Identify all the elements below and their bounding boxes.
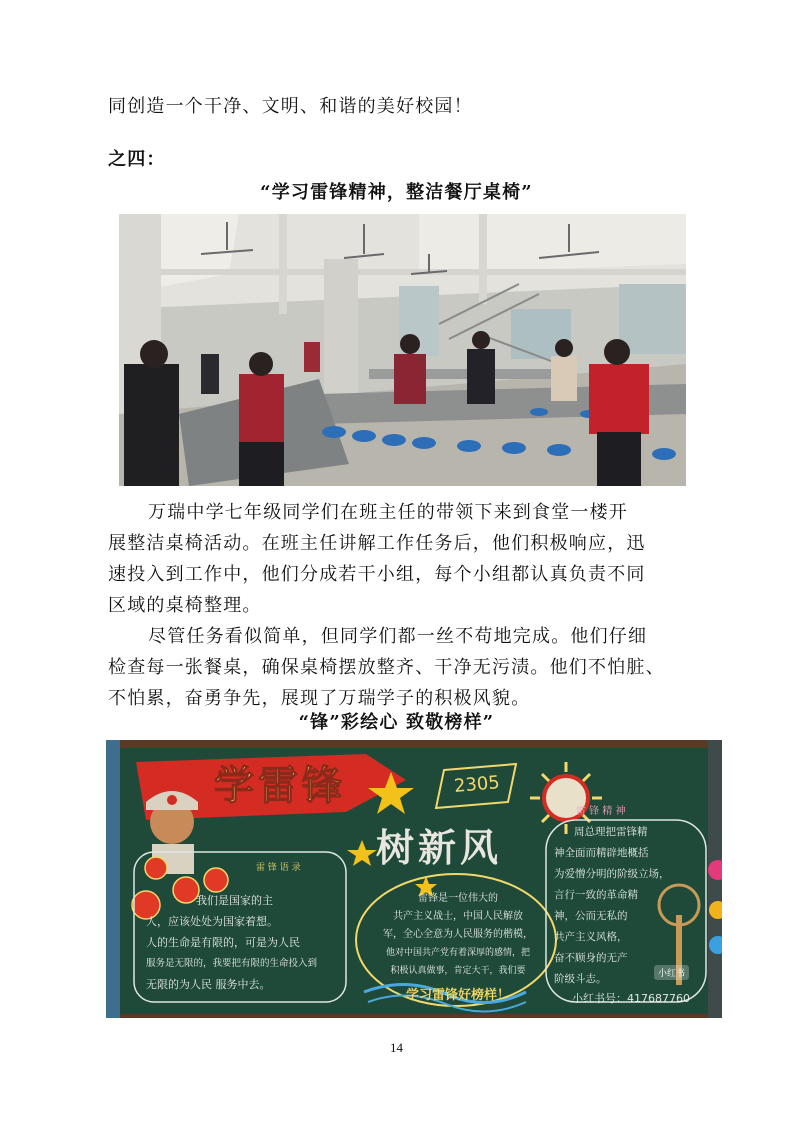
board-mid-line: 积极认真做事，肯定大干，我们要	[390, 966, 526, 976]
board-mid-line: 他对中国共产党有着深厚的感情，把	[385, 948, 530, 958]
intro-line: 同创造一个干净、文明、和谐的美好校园！	[108, 96, 473, 117]
board-right-line: 言行一致的革命精	[554, 889, 638, 901]
para1-line-3: 速投入到工作中，他们分成若干小组，每个小组都认真负责不同	[108, 564, 646, 585]
board-mid-line: 雷锋是一位伟大的	[418, 893, 498, 904]
board-class-number: 2305	[453, 772, 501, 797]
watermark-id: 小红书号：417687760	[572, 992, 690, 1005]
cafeteria-photo	[119, 214, 686, 486]
board-mid-line: 军，全心全意为人民服务的楷模，	[383, 929, 533, 940]
board-right-line: 神，公而无私的	[554, 910, 628, 922]
board-left-line: 人，应该处处为国家着想。	[146, 915, 278, 928]
board-left-line: 无限的为人民 服务中去。	[146, 978, 271, 991]
para2-line-1: 尽管任务看似简单，但同学们都一丝不苟地完成。他们仔细	[148, 626, 648, 647]
board-right-line: 共产主义风格，	[554, 931, 628, 943]
board-right-line: 神全面而精辟地概括	[554, 847, 649, 859]
page-number: 14	[390, 1040, 403, 1055]
board-left-line: 服务是无限的，我要把有限的生命投入到	[146, 958, 318, 969]
section-title-1: “学习雷锋精神，整洁餐厅桌椅”	[260, 182, 533, 203]
board-left-heading: 雷 锋 语 录	[256, 863, 301, 873]
para1-line-2: 展整洁桌椅活动。在班主任讲解工作任务后，他们积极响应，迅	[108, 533, 646, 554]
section-label: 之四：	[108, 149, 166, 170]
watermark-badge: 小红书	[654, 965, 689, 980]
board-right-line: 周总理把雷锋精	[574, 826, 648, 838]
section-title-2: “锋”彩绘心 致敬榜样”	[298, 712, 495, 733]
board-left-line: 人的生命是有限的，可是为人民	[146, 936, 300, 949]
board-mid-bottom: 学习雷锋好榜样！	[405, 988, 510, 1003]
para2-line-3: 不怕累，奋勇争先，展现了万瑞学子的积极风貌。	[108, 688, 531, 709]
para1-line-1: 万瑞中学七年级同学们在班主任的带领下来到食堂一楼开	[148, 502, 628, 523]
blackboard-photo	[106, 740, 722, 1018]
board-right-heading: 雷 锋 精 神	[576, 806, 626, 817]
board-mid-line: 共产主义战士，中国人民解放	[393, 911, 523, 922]
board-left-text	[146, 890, 346, 995]
board-left-line: 我们是国家的主	[196, 894, 273, 907]
para2-line-2: 检查每一张餐桌，确保桌椅摆放整齐、干净无污渍。他们不怕脏、	[108, 657, 665, 678]
board-title-left: 学雷锋	[214, 763, 346, 809]
board-mid-text	[368, 890, 548, 980]
board-right-line: 阶级斗志。	[554, 973, 607, 985]
board-right-line: 奋不顾身的无产	[554, 952, 628, 964]
board-title-mid: 树新风	[376, 826, 503, 870]
para1-line-4: 区域的桌椅整理。	[108, 595, 262, 616]
board-right-line: 为爱憎分明的阶级立场，	[554, 868, 670, 880]
